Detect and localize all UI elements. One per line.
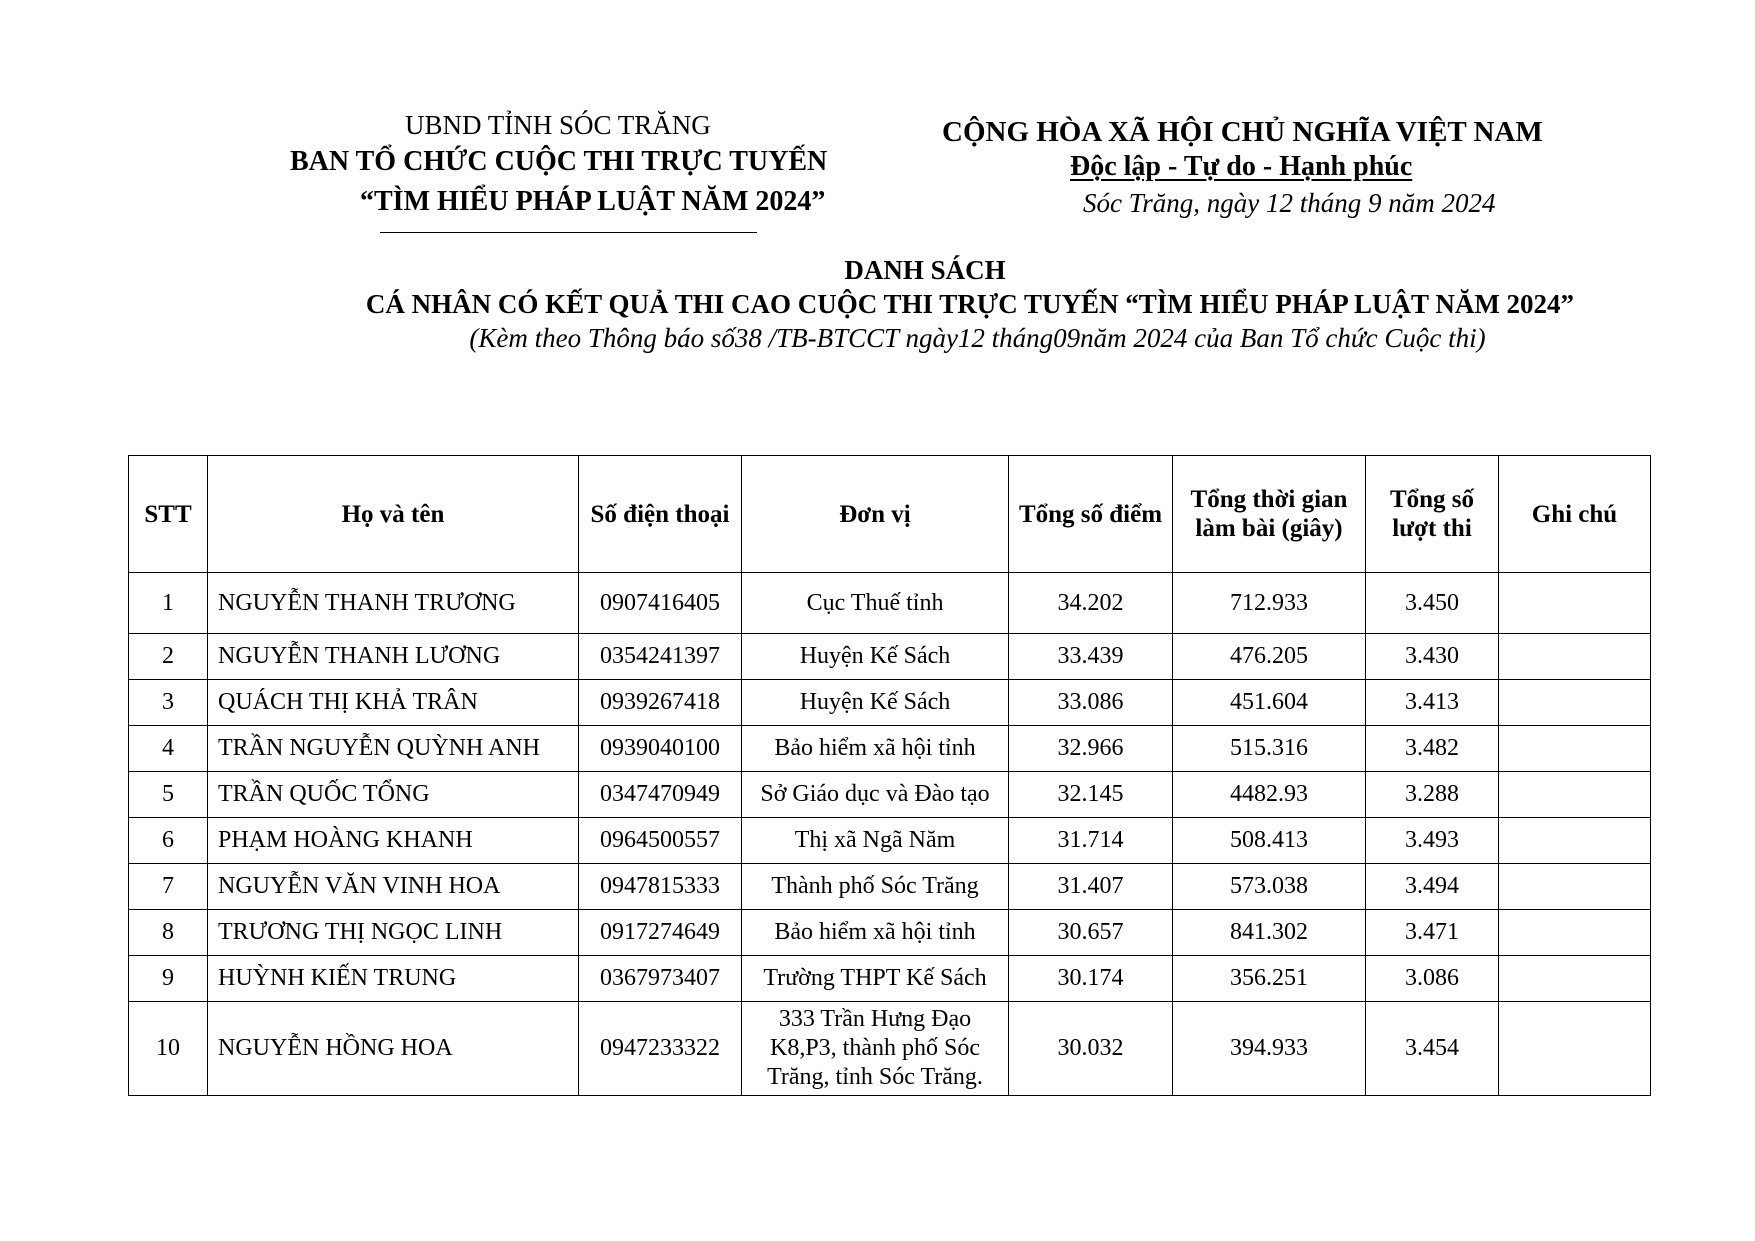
table-row <box>129 818 1651 864</box>
cell-attempts: 3.288 <box>1366 772 1499 818</box>
cell-unit: Cục Thuế tỉnh <box>742 573 1009 634</box>
cell-phone: 0354241397 <box>579 634 742 680</box>
table-row <box>129 726 1651 772</box>
cell-unit: Huyện Kế Sách <box>742 680 1009 726</box>
cell-note <box>1499 680 1651 726</box>
cell-unit: Trường THPT Kế Sách <box>742 956 1009 1002</box>
cell-time: 841.302 <box>1173 910 1366 956</box>
header-phone: Số điện thoại <box>579 456 742 573</box>
cell-unit: Bảo hiểm xã hội tỉnh <box>742 726 1009 772</box>
cell-name: NGUYỄN VĂN VINH HOA <box>208 864 579 910</box>
cell-attempts: 3.086 <box>1366 956 1499 1002</box>
issue-day: 12 <box>1266 188 1294 218</box>
cell-score: 34.202 <box>1009 573 1173 634</box>
cell-note <box>1499 1002 1651 1096</box>
cell-name: TRẦN NGUYỄN QUỲNH ANH <box>208 726 579 772</box>
table-row <box>129 634 1651 680</box>
cell-attempts: 3.482 <box>1366 726 1499 772</box>
header-score: Tổng số điểm <box>1009 456 1173 573</box>
table-header-row <box>129 456 1651 573</box>
cell-stt: 4 <box>129 726 208 772</box>
cell-time: 573.038 <box>1173 864 1366 910</box>
cell-attempts: 3.413 <box>1366 680 1499 726</box>
cell-score: 33.086 <box>1009 680 1173 726</box>
header-name: Họ và tên <box>208 456 579 573</box>
document-title <box>0 253 1755 355</box>
issuer-province: UBND TỈNH SÓC TRĂNG <box>405 110 711 140</box>
cell-score: 32.966 <box>1009 726 1173 772</box>
cell-stt: 10 <box>129 1002 208 1096</box>
cell-score: 31.714 <box>1009 818 1173 864</box>
issue-month: 9 <box>1368 188 1382 218</box>
cell-note <box>1499 956 1651 1002</box>
cell-stt: 7 <box>129 864 208 910</box>
cell-phone: 0907416405 <box>579 573 742 634</box>
cell-phone: 0964500557 <box>579 818 742 864</box>
cell-note <box>1499 864 1651 910</box>
cell-name: NGUYỄN HỒNG HOA <box>208 1002 579 1096</box>
issuer-header <box>230 108 910 222</box>
cell-name: TRƯƠNG THỊ NGỌC LINH <box>208 910 579 956</box>
table-row <box>129 680 1651 726</box>
cell-attempts: 3.450 <box>1366 573 1499 634</box>
title-main: DANH SÁCH <box>844 255 1006 285</box>
cell-stt: 2 <box>129 634 208 680</box>
cell-time: 515.316 <box>1173 726 1366 772</box>
cell-phone: 0347470949 <box>579 772 742 818</box>
cell-score: 30.174 <box>1009 956 1173 1002</box>
cell-name: QUÁCH THỊ KHẢ TRÂN <box>208 680 579 726</box>
cell-phone: 0947233322 <box>579 1002 742 1096</box>
cell-score: 31.407 <box>1009 864 1173 910</box>
table-row <box>129 772 1651 818</box>
cell-stt: 1 <box>129 573 208 634</box>
cell-unit: Thành phố Sóc Trăng <box>742 864 1009 910</box>
table-row <box>129 1002 1651 1096</box>
cell-phone: 0947815333 <box>579 864 742 910</box>
cell-attempts: 3.454 <box>1366 1002 1499 1096</box>
cell-unit: 333 Trần Hưng Đạo K8,P3, thành phố Sóc Trăng, tỉnh Sóc Trăng. <box>742 1002 1009 1096</box>
issuer-contest-name: “TÌM HIỂU PHÁP LUẬT NĂM 2024” <box>360 186 826 217</box>
cell-unit: Sở Giáo dục và Đào tạo <box>742 772 1009 818</box>
cell-time: 712.933 <box>1173 573 1366 634</box>
title-sub: CÁ NHÂN CÓ KẾT QUẢ THI CAO CUỘC THI TRỰC TUYẾN “TÌM HIỂU PHÁP LUẬT NĂM 2024” <box>365 289 1575 319</box>
cell-phone: 0939267418 <box>579 680 742 726</box>
cell-name: NGUYỄN THANH LƯƠNG <box>208 634 579 680</box>
cell-phone: 0367973407 <box>579 956 742 1002</box>
table-row <box>129 956 1651 1002</box>
cell-phone: 0917274649 <box>579 910 742 956</box>
cell-time: 476.205 <box>1173 634 1366 680</box>
cell-score: 30.032 <box>1009 1002 1173 1096</box>
cell-time: 394.933 <box>1173 1002 1366 1096</box>
cell-attempts: 3.493 <box>1366 818 1499 864</box>
header-stt: STT <box>129 456 208 573</box>
results-table <box>128 455 1651 1096</box>
cell-stt: 3 <box>129 680 208 726</box>
header-attempts: Tổng số lượt thi <box>1366 456 1499 573</box>
issue-date: Sóc Trăng, ngày 12 tháng 9 năm 2024 <box>1083 188 1496 218</box>
cell-phone: 0939040100 <box>579 726 742 772</box>
national-motto: Độc lập - Tự do - Hạnh phúc <box>1070 151 1413 182</box>
cell-name: NGUYỄN THANH TRƯƠNG <box>208 573 579 634</box>
issuer-committee: BAN TỔ CHỨC CUỘC THI TRỰC TUYẾN <box>290 146 828 177</box>
cell-unit: Huyện Kế Sách <box>742 634 1009 680</box>
issuer-divider <box>380 232 757 233</box>
cell-attempts: 3.430 <box>1366 634 1499 680</box>
header-note: Ghi chú <box>1499 456 1651 573</box>
cell-name: TRẦN QUỐC TỔNG <box>208 772 579 818</box>
cell-note <box>1499 634 1651 680</box>
cell-time: 356.251 <box>1173 956 1366 1002</box>
national-header <box>900 113 1660 223</box>
cell-note <box>1499 818 1651 864</box>
cell-attempts: 3.471 <box>1366 910 1499 956</box>
cell-unit: Thị xã Ngã Năm <box>742 818 1009 864</box>
table-row <box>129 573 1651 634</box>
cell-note <box>1499 726 1651 772</box>
cell-unit: Bảo hiểm xã hội tỉnh <box>742 910 1009 956</box>
cell-note <box>1499 573 1651 634</box>
cell-name: HUỲNH KIẾN TRUNG <box>208 956 579 1002</box>
cell-note <box>1499 772 1651 818</box>
table-row <box>129 864 1651 910</box>
cell-score: 33.439 <box>1009 634 1173 680</box>
table-row <box>129 910 1651 956</box>
title-reference: (Kèm theo Thông báo số38 /TB-BTCCT ngày12 tháng09năm 2024 của Ban Tổ chức Cuộc thi) <box>469 323 1486 353</box>
cell-score: 30.657 <box>1009 910 1173 956</box>
cell-time: 4482.93 <box>1173 772 1366 818</box>
cell-stt: 6 <box>129 818 208 864</box>
cell-stt: 8 <box>129 910 208 956</box>
cell-score: 32.145 <box>1009 772 1173 818</box>
cell-time: 508.413 <box>1173 818 1366 864</box>
cell-name: PHẠM HOÀNG KHANH <box>208 818 579 864</box>
cell-stt: 5 <box>129 772 208 818</box>
cell-attempts: 3.494 <box>1366 864 1499 910</box>
header-unit: Đơn vị <box>742 456 1009 573</box>
cell-stt: 9 <box>129 956 208 1002</box>
header-time: Tổng thời gian làm bài (giây) <box>1173 456 1366 573</box>
cell-note <box>1499 910 1651 956</box>
cell-time: 451.604 <box>1173 680 1366 726</box>
national-name: CỘNG HÒA XÃ HỘI CHỦ NGHĨA VIỆT NAM <box>942 116 1543 148</box>
